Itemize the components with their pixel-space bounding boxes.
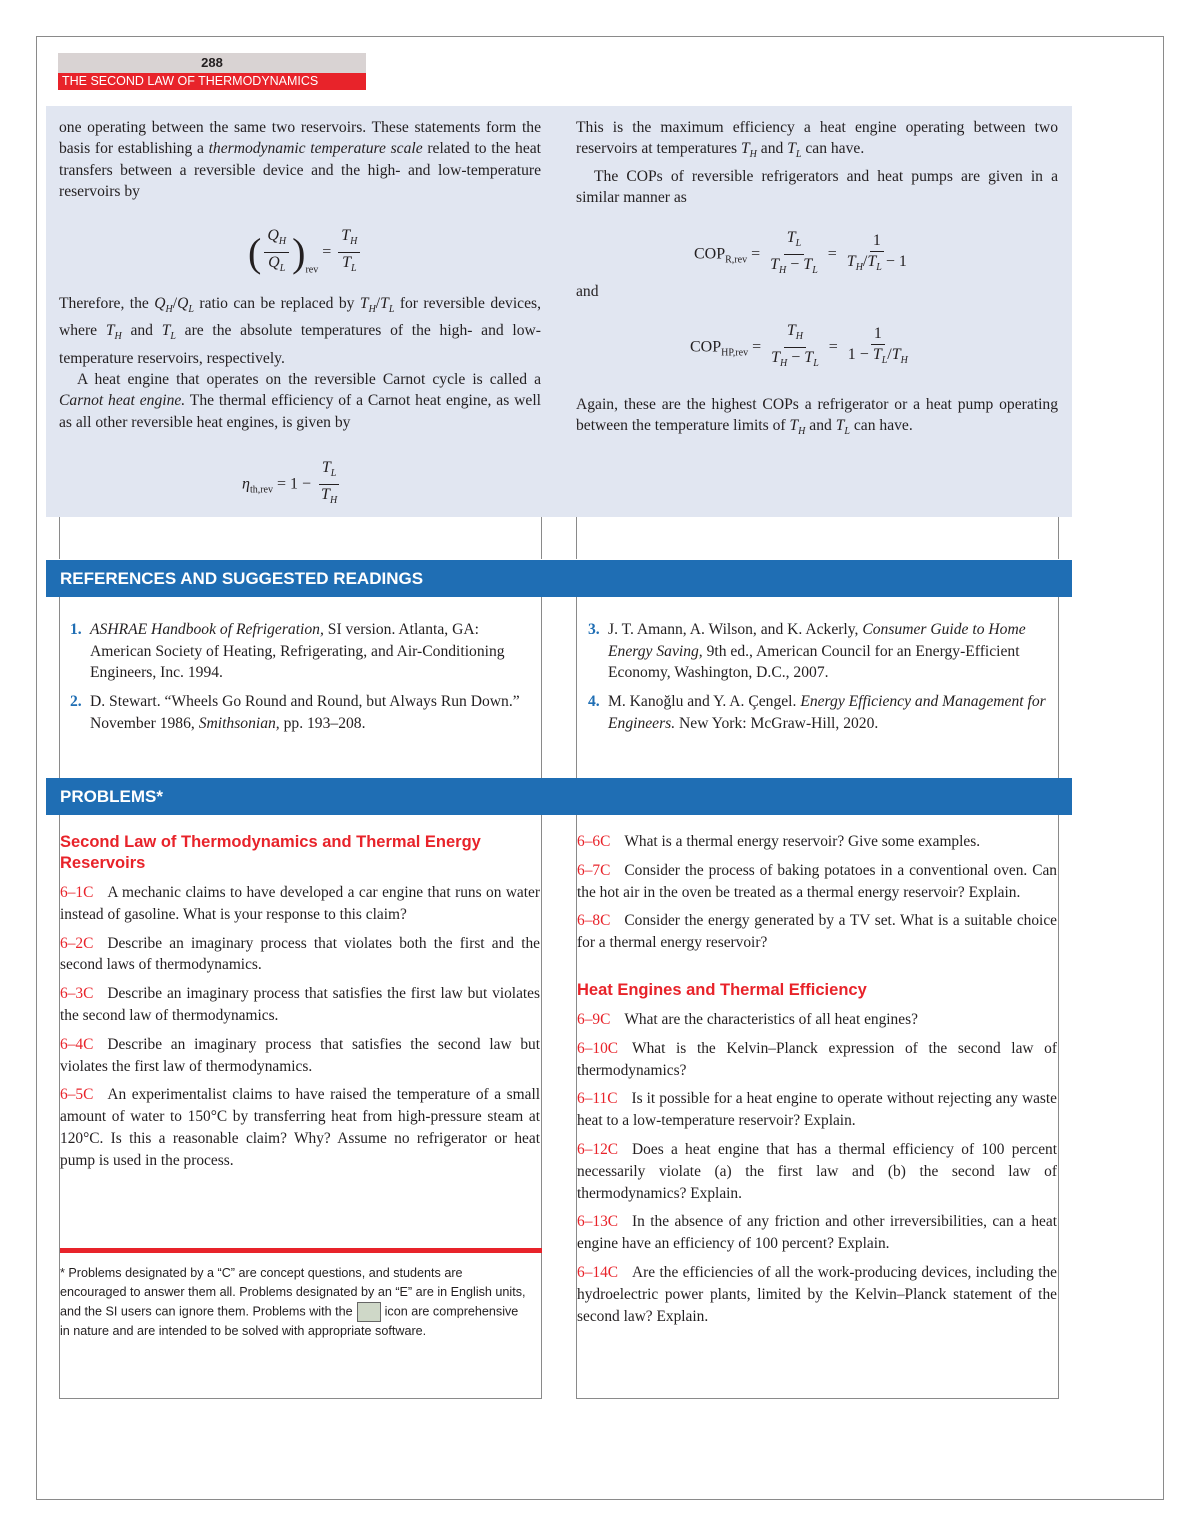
problems-heading: PROBLEMS* (46, 778, 1072, 815)
column-rule (576, 1398, 1059, 1399)
problem-item: 6–7C Consider the process of baking potatoes in a conventional oven. Can the hot air in the oven be treated as a thermal energy reservoir? Explain. (577, 861, 1057, 901)
problem-item: 6–9C What are the characteristics of all heat engines? (577, 1010, 918, 1028)
problem-item: 6–6C What is a thermal energy reservoir? Give some examples. (577, 833, 981, 850)
column-rule (576, 597, 577, 778)
column-rule (59, 597, 60, 778)
summary-paragraph: Therefore, the $Q_H/Q_L$ ratio can be replaced by $T_H/T_L$ for reversible devices, where $T_H$ and $T_L$ are the absolute temperatures of the high- and low-temperature reservoirs, respectively. (59, 295, 541, 367)
problems-right-column (577, 831, 1057, 1334)
summary-paragraph: Again, these are the highest COPs a refrigerator or a heat pump operating between the temperature limits of $T_H$ and $T_L$ can have. (576, 396, 1058, 438)
column-rule (541, 517, 542, 559)
reference-item: 1. ASHRAE Handbook of Refrigeration, SI version. Atlanta, GA: American Society of Heating, Refrigerating, and Air-Conditioning Engineers, Inc. 1994. (70, 621, 505, 681)
summary-left-top (59, 117, 541, 202)
column-rule (576, 517, 577, 559)
problem-item: 6–14C Are the efficiencies of all the work-producing devices, including the hydroelectric power plants, limited by the Kelvin–Planck statement of the second law? Explain. (577, 1263, 1057, 1325)
chapter-title: THE SECOND LAW OF THERMODYNAMICS (58, 73, 366, 90)
and-label: and (576, 283, 599, 300)
references-heading: REFERENCES AND SUGGESTED READINGS (46, 560, 1072, 597)
section-heading: Heat Engines and Thermal Efficiency (577, 980, 867, 999)
column-rule (1058, 815, 1059, 1398)
footnote: * Problems designated by a “C” are concept questions, and students are encouraged to answer them all. Problems designated by an “E” are in English units, and the SI users can ignore them. Problems with the icon are comprehensive in nature and are intended to be solved with appropriate software. (60, 1266, 526, 1339)
summary-paragraph: one operating between the same two reservoirs. These statements form the basis for establishing a thermodynamic temperature scale related to the heat transfers between a reversible device and the high- and low-temperature reservoirs by (59, 119, 542, 200)
summary-right-bottom (576, 394, 1058, 443)
column-rule (541, 597, 542, 778)
problem-item: 6–11C Is it possible for a heat engine to operate without rejecting any waste heat to a low-temperature reservoir? Explain. (577, 1090, 1057, 1130)
summary-paragraph: A heat engine that operates on the reversible Carnot cycle is called a Carnot heat engine. The thermal efficiency of a Carnot heat engine, as well as all other reversible heat engines, is given by (59, 371, 541, 431)
problems-left-column (60, 832, 540, 1179)
problem-item: 6–4C Describe an imaginary process that satisfies the second law but violates the first law of thermodynamics. (60, 1035, 540, 1075)
problem-item: 6–3C Describe an imaginary process that satisfies the first law but violates the second law of thermodynamics. (60, 985, 540, 1024)
section-heading: Second Law of Thermodynamics and Thermal Energy Reservoirs (60, 833, 481, 872)
reference-item: 3. J. T. Amann, A. Wilson, and K. Ackerly, Consumer Guide to Home Energy Saving, 9th ed., American Council for an Energy-Efficient Economy, Washington, D.C., 2007. (588, 621, 1026, 681)
problem-item: 6–13C In the absence of any friction and other irreversibilities, can a heat engine have an efficiency of 100 percent? Explain. (577, 1213, 1057, 1253)
column-rule (59, 1398, 542, 1399)
column-rule (1058, 597, 1059, 778)
problem-item: 6–5C An experimentalist claims to have raised the temperature of a small amount of water to 150°C by transferring heat from high-pressure steam at 120°C. Is this a reasonable claim? Why? Assume no refrigerator or heat pump is used in the process. (60, 1086, 540, 1169)
problem-item: 6–10C What is the Kelvin–Planck expression of the second law of thermodynamics? (577, 1039, 1057, 1079)
reference-item: 4. M. Kanoğlu and Y. A. Çengel. Energy Efficiency and Management for Engineers. New York: McGraw-Hill, 2020. (588, 693, 1046, 732)
problem-item: 6–2C Describe an imaginary process that violates both the first and the second laws of thermodynamics. (60, 934, 540, 974)
column-rule (541, 815, 542, 1398)
summary-left-bottom (59, 293, 541, 433)
carnot-efficiency-equation: $\eta_{th,rev} = 1$ − $\frac{T_L}{T_H}$ (242, 458, 343, 511)
summary-paragraph: The COPs of reversible refrigerators and heat pumps are given in a similar manner as (576, 167, 1058, 206)
problem-item: 6–12C Does a heat engine that has a thermal efficiency of 100 percent necessarily violate (a) the first law and (b) the second law of thermodynamics? Explain. (577, 1140, 1057, 1202)
software-icon (357, 1302, 381, 1322)
page-number: 288 (58, 53, 366, 73)
cop-refrigerator-equation: $COP_{R,rev}$ = $\frac{T_L}{T_H - T_L}$ = $\frac{1}{T_H/T_L - 1}$ (694, 229, 907, 277)
problem-item: 6–8C Consider the energy generated by a TV set. What is a suitable choice for a thermal energy reservoir? (577, 912, 1057, 952)
summary-right-top (576, 117, 1058, 208)
summary-paragraph: This is the maximum efficiency a heat engine operating between two reservoirs at temperatures $T_H$ and $T_L$ can have. (576, 119, 1058, 161)
column-rule (1058, 517, 1059, 559)
footnote-rule (60, 1248, 542, 1253)
column-rule (59, 517, 60, 559)
problem-item: 6–1C A mechanic claims to have developed a car engine that runs on water instead of gasoline. What is your response to this claim? (60, 884, 540, 923)
temperature-scale-equation: ( $\frac{Q_H}{Q_L}$ )$_{rev}$ = $\frac{T_H}{T_L}$ (248, 226, 363, 279)
cop-heat-pump-equation: $COP_{HP,rev}$ = $\frac{T_H}{T_H - T_L}$ = $\frac{1}{1 - T_L/T_H}$ (690, 322, 908, 370)
reference-item: 2. D. Stewart. “Wheels Go Round and Round, but Always Run Down.” November 1986, Smithsonian, pp. 193–208. (70, 693, 520, 732)
